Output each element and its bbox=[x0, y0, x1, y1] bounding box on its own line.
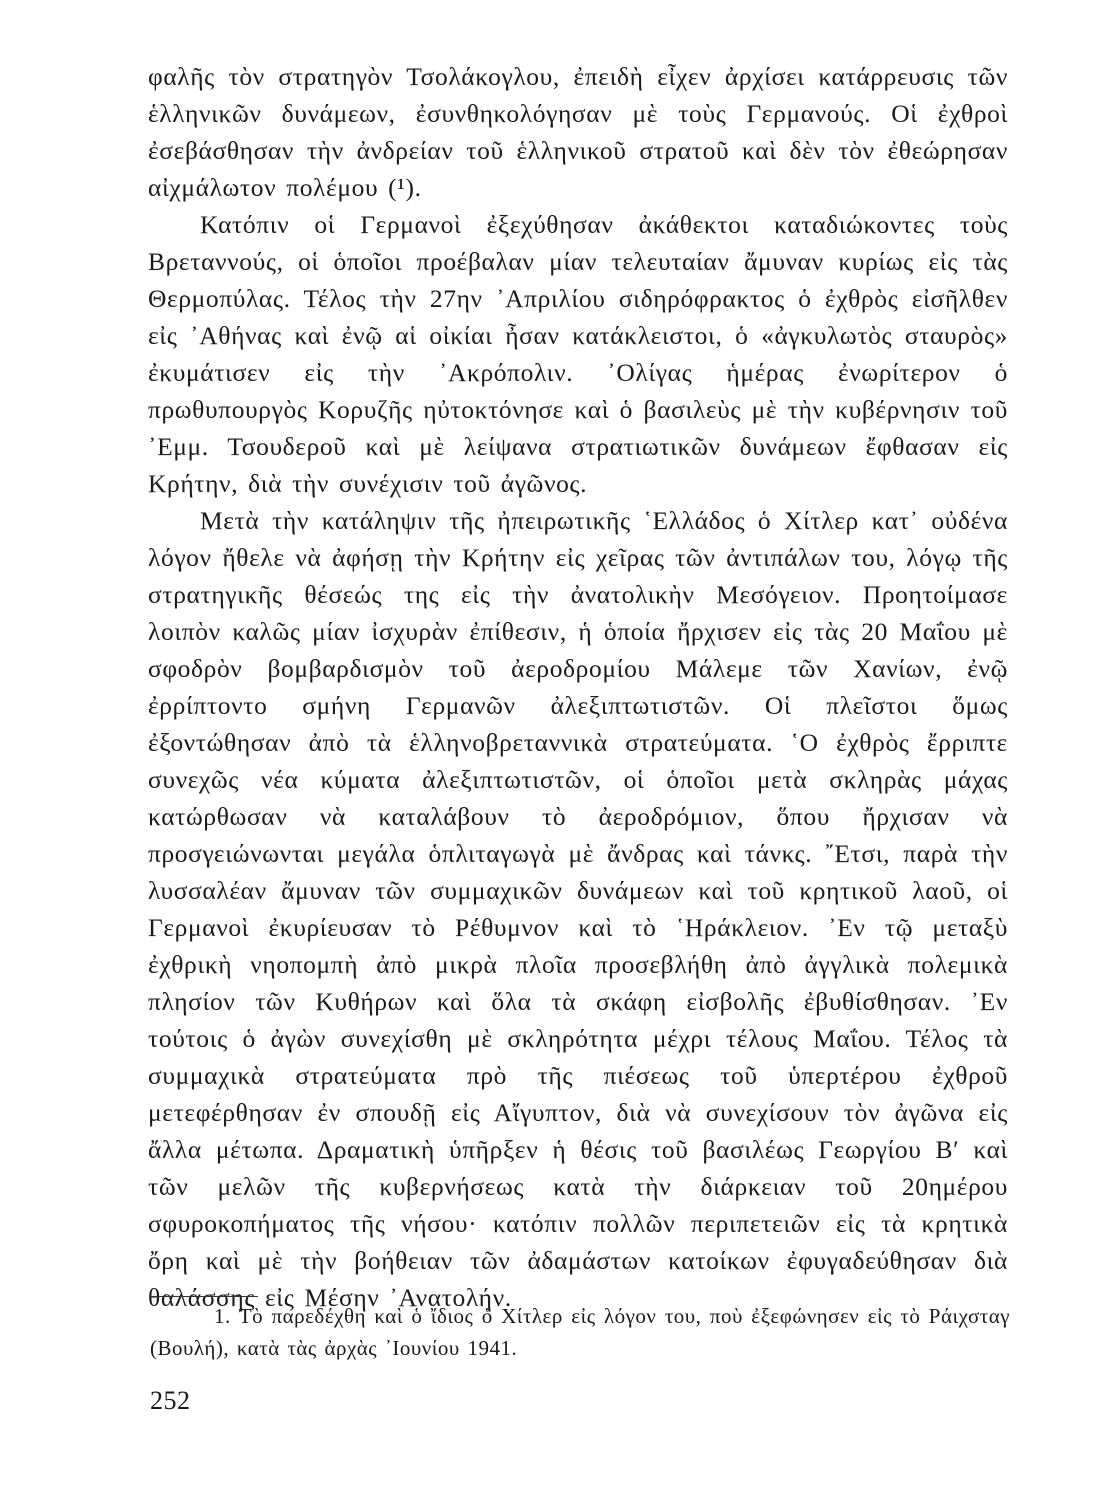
paragraph-3: Μετὰ τὴν κατάληψιν τῆς ἠπειρωτικῆς ῾Ελλάδος ὁ Χίτλερ κατ᾿ οὐδένα λόγον ἤθελε νὰ ἀφήσῃ τὴν Κρήτην εἰς χεῖρας τῶν ἀντιπάλων του, λόγῳ τῆς στρατηγικῆς θέσεώς της εἰς τὴν ἀνατολικὴν Μεσόγειον. Προητοίμασε λοιπὸν καλῶς μίαν ἰσχυρὰν ἐπίθεσιν, ἡ ὁποία ἤρχισεν εἰς τὰς 20 Μαΐου μὲ σφοδρὸν βομβαρδισμὸν τοῦ ἀεροδρομίου Μάλεμε τῶν Χανίων, ἐνῷ ἐρρίπτοντο σμήνη Γερμανῶν ἀλεξιπτωτιστῶν. Οἱ πλεῖστοι ὅμως ἐξοντώθησαν ἀπὸ τὰ ἑλληνοβρεταννικὰ στρατεύματα. ῾Ο ἐχθρὸς ἔρριπτε συνεχῶς νέα κύματα ἀλεξιπτωτιστῶν, οἱ ὁποῖοι μετὰ σκληρὰς μάχας κατώρθωσαν νὰ καταλάβουν τὸ ἀεροδρόμιον, ὅπου ἤρχισαν νὰ προσγειώνωνται μεγάλα ὁπλιταγωγὰ μὲ ἄνδρας καὶ τάνκς. ῎Ετσι, παρὰ τὴν λυσσαλέαν ἄμυναν τῶν συμμαχικῶν δυνάμεων καὶ τοῦ κρητικοῦ λαοῦ, οἱ Γερμανοὶ ἐκυρίευσαν τὸ Ρέθυμνον καὶ τὸ ῾Ηράκλειον. ᾿Εν τῷ μεταξὺ ἐχθρικὴ νηοπομπὴ ἀπὸ μικρὰ πλοῖα προσεβλήθη ἀπὸ ἀγγλικὰ πολεμικὰ πλησίον τῶν Κυθήρων καὶ ὅλα τὰ σκάφη εἰσβολῆς ἐβυθίσθησαν. ᾿Εν τούτοις ὁ ἀγὼν συνεχίσθη μὲ σκληρότητα μέχρι τέλους Μαΐου. Τέλος τὰ συμμαχικὰ στρατεύματα πρὸ τῆς πιέσεως τοῦ ὑπερτέρου ἐχθροῦ μετεφέρθησαν ἐν σπουδῇ εἰς Αἴγυπτον, διὰ νὰ συνεχίσουν τὸν ἀγῶνα εἰς ἄλλα μέτωπα. Δραματικὴ ὑπῆρξεν ἡ θέσις τοῦ βασιλέως Γεωργίου Β′ καὶ τῶν μελῶν τῆς κυβερνήσεως κατὰ τὴν διάρκειαν τοῦ 20ημέρου σφυροκοπήματος τῆς νήσου· κατόπιν πολλῶν περιπετειῶν εἰς τὰ κρητικὰ ὄρη καὶ μὲ τὴν βοήθειαν τῶν ἀδαμάστων κατοίκων ἐφυγαδεύθησαν διὰ θαλάσσης εἰς Μέσην ᾿Ανατολήν. bbox=[148, 506, 1008, 1312]
footnote-divider bbox=[150, 1296, 258, 1297]
paragraph-2: Κατόπιν οἱ Γερμανοὶ ἐξεχύθησαν ἀκάθεκτοι καταδιώκοντες τοὺς Βρεταννούς, οἱ ὁποῖοι προέβαλαν μίαν τελευταίαν ἄμυναν κυρίως εἰς τὰς Θερμοπύλας. Τέλος τὴν 27ην ᾿Απριλίου σιδηρόφρακτος ὁ ἐχθρὸς εἰσῆλθεν εἰς ᾿Αθήνας καὶ ἐνῷ αἱ οἰκίαι ἦσαν κατάκλειστοι, ὁ «ἀγκυλωτὸς σταυρὸς» ἐκυμάτισεν εἰς τὴν ᾿Ακρόπολιν. ᾿Ολίγας ἡμέρας ἐνωρίτερον ὁ πρωθυπουργὸς Κορυζῆς ηὐτοκτόνησε καὶ ὁ βασιλεὺς μὲ τὴν κυβέρνησιν τοῦ ᾿Εμμ. Τσουδεροῦ καὶ μὲ λείψανα στρατιωτικῶν δυνάμεων ἔφθασαν εἰς Κρήτην, διὰ τὴν συνέχισιν τοῦ ἀγῶνος. bbox=[148, 210, 1008, 498]
footnote: 1. Τὸ παρεδέχθη καὶ ὁ ἴδιος ὁ Χίτλερ εἰς λόγον του, ποὺ ἐξεφώνησεν εἰς τὸ Ράιχσταγ (Βουλή), κατὰ τὰς ἀρχὰς ᾿Ιουνίου 1941. bbox=[150, 1304, 1010, 1360]
paragraph-1: φαλῆς τὸν στρατηγὸν Τσολάκογλου, ἐπειδὴ εἶχεν ἀρχίσει κατάρρευσις τῶν ἑλληνικῶν δυνάμεων, ἐσυνθηκολόγησαν μὲ τοὺς Γερμανούς. Οἱ ἐχθροὶ ἐσεβάσθησαν τὴν ἀνδρείαν τοῦ ἑλληνικοῦ στρατοῦ καὶ δὲν τὸν ἐθεώρησαν αἰχμάλωτον πολέμου (¹). bbox=[148, 62, 1008, 202]
page-number: 252 bbox=[150, 1386, 191, 1415]
body-text bbox=[148, 58, 1008, 1316]
